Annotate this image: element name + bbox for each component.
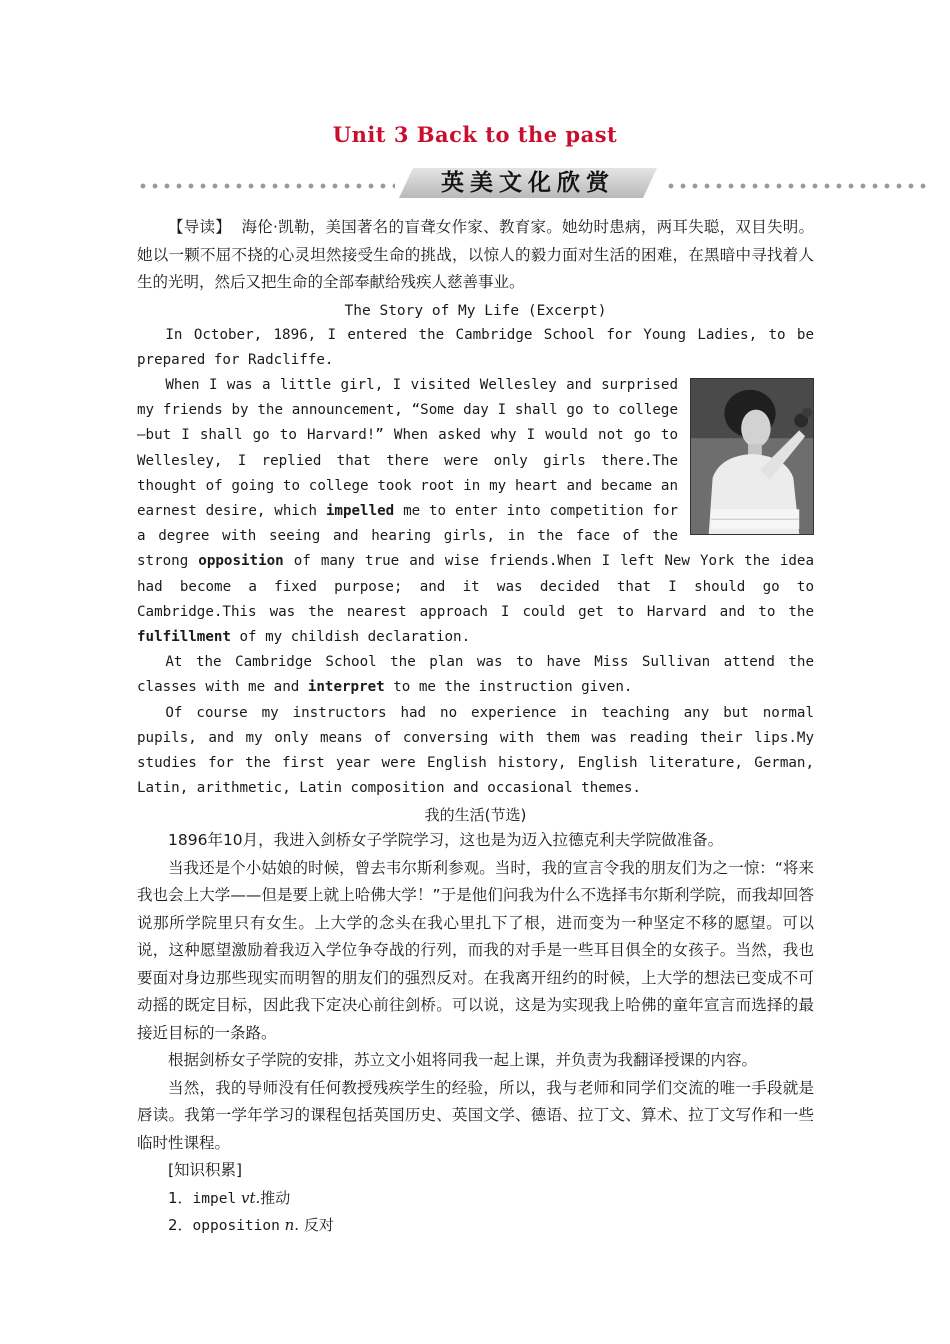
- section-banner: [137, 168, 932, 200]
- story-paragraph-3: [137, 650, 814, 700]
- story-text: of my childish declaration.: [230, 628, 471, 645]
- vocab-number: 2．: [168, 1215, 193, 1234]
- story-paragraph-4: Of course my instructors had no experience in teaching any but normal pupils, and my only means of conversing with them was reading their lips.My studies for the first year were English history, English literature, German, Latin, arithmetic, Latin composition and occasional themes.: [137, 704, 814, 797]
- vocab-meaning: 推动: [260, 1188, 291, 1207]
- intro-text: 海伦·凯勒，美国著名的盲聋女作家、教育家。她幼时患病，两耳失聪，双目失明。她以一颗不屈不挠的心灵坦然接受生命的挑战，以惊人的毅力面对生活的困难，在黑暗中寻找着人生的光明，然后又把生命的全部奉献给残疾人慈善事业。: [137, 218, 814, 291]
- helen-keller-photo: [690, 378, 814, 535]
- vocab-item: [137, 1212, 814, 1239]
- keyword-interpret: interpret: [307, 679, 385, 696]
- vocab-item: [137, 1185, 814, 1212]
- article-body: [137, 214, 814, 1239]
- vocab-pos: vt.: [240, 1188, 261, 1207]
- story-text: of many true and wise friends.When I left New York the idea had become a fixed purpose; and it was decided that I should go to Cambridge.This was the nearest approach I could get to Harvard and to the: [137, 553, 814, 620]
- intro-label: 【导读】: [168, 218, 232, 236]
- vocab-word: opposition: [192, 1217, 280, 1234]
- translation-paragraph-2: 当我还是个小姑娘的时候，曾去韦尔斯利参观。当时，我的宣言令我的朋友们为之一惊：“将来我也会上大学——但是要上就上哈佛大学！”于是他们问我为什么不选择韦尔斯利学院，而我却回答说那所学院里只有女生。上大学的念头在我心里扎下了根，进而变为一种坚定不移的愿望。可以说，这种愿望激励着我迈入学位争夺战的行列，而我的对手是一些耳目俱全的女孩子。当然，我也要面对身边那些现实而明智的朋友们的强烈反对。在我离开纽约的时候，上大学的想法已变成不可动摇的既定目标，因此我下定决心前往剑桥。可以说，这是为实现我上哈佛的童年宣言而选择的最接近目标的一条路。: [137, 858, 814, 1042]
- unit-title: Unit 3 Back to the past: [332, 122, 618, 147]
- translation-paragraph-3: 根据剑桥女子学院的安排，苏立文小姐将同我一起上课，并负责为我翻译授课的内容。: [168, 1051, 758, 1070]
- vocab-meaning: 反对: [303, 1215, 334, 1234]
- banner-dots-left: [137, 183, 395, 189]
- vocab-number: 1．: [168, 1188, 193, 1207]
- vocab-word: impel: [192, 1190, 237, 1207]
- banner-dots-right: [665, 183, 932, 189]
- knowledge-heading: [知识积累]: [168, 1161, 243, 1180]
- banner-title: 英美文化欣赏: [441, 170, 615, 196]
- translation-paragraph-1: 1896年10月，我进入剑桥女子学院学习，这也是为迈入拉德克利夫学院做准备。: [168, 831, 724, 850]
- translation-title: 我的生活(节选): [424, 806, 527, 825]
- story-text: At the Cambridge School the plan was to have Miss Sullivan attend the classes with me and: [137, 654, 814, 696]
- keyword-opposition: opposition: [198, 553, 284, 570]
- translation-paragraph-4: 当然，我的导师没有任何教授残疾学生的经验，所以，我与老师和同学们交流的唯一手段就是唇读。我第一学年学习的课程包括英国历史、英国文学、德语、拉丁文、算术、拉丁文写作和一些临时性课程。: [137, 1078, 814, 1152]
- story-text: When I was a little girl, I visited Wellesley and surprised my friends by the announcement, “Some day I shall go to college—but I shall go to Harvard!” When asked why I would not go to Wellesley, I replied that there were only girls there.The thought of going to college took root in my heart and became an earnest desire, which: [137, 376, 678, 519]
- story-paragraph-1: In October, 1896, I entered the Cambridge School for Young Ladies, to be prepared for Radcliffe.: [137, 326, 814, 368]
- keyword-impelled: impelled: [325, 502, 395, 519]
- intro-paragraph: [137, 214, 814, 297]
- story-title: The Story of My Life (Excerpt): [344, 302, 607, 319]
- story-text: me to enter into competition for a degree with seeing and hearing girls, in the face of the strong: [137, 502, 678, 570]
- vocab-pos: n.: [284, 1215, 300, 1234]
- story-text: to me the instruction given.: [384, 679, 633, 696]
- keyword-fulfillment: fulfillment: [137, 628, 231, 645]
